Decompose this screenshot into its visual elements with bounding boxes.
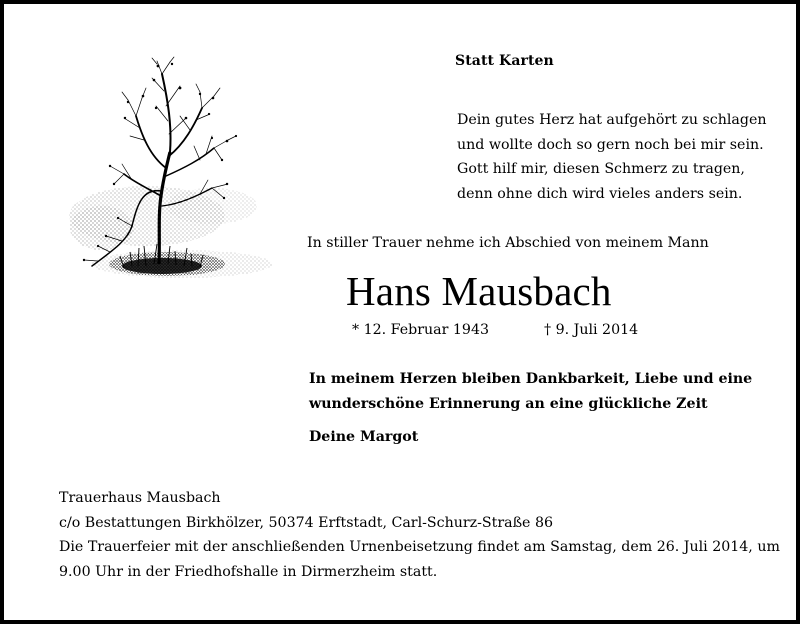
poem-block: [457, 108, 767, 206]
mourning-intro: In stiller Trauer nehme ich Abschied von meinem Mann: [307, 235, 709, 251]
poem-line: und wollte doch so gern noch bei mir sein.: [457, 136, 764, 153]
poem-line: denn ohne dich wird vieles anders sein.: [457, 185, 743, 202]
poem-line: Gott hilf mir, diesen Schmerz zu tragen,: [457, 161, 745, 177]
signature: Deine Margot: [309, 429, 419, 445]
thanks-line: In meinem Herzen bleiben Dankbarkeit, Liebe und eine: [309, 371, 753, 387]
footer-line: Trauerhaus Mausbach: [59, 490, 221, 506]
bare-tree-icon: [62, 56, 277, 286]
poem-line: Dein gutes Herz hat aufgehört zu schlagen: [457, 112, 767, 128]
deceased-name: Hans Mausbach: [346, 268, 612, 314]
birth-date: * 12. Februar 1943: [352, 322, 489, 338]
footer-block: [59, 486, 780, 584]
statt-karten-heading: Statt Karten: [455, 53, 554, 69]
thanks-block: [309, 367, 752, 416]
footer-line: 9.00 Uhr in der Friedhofshalle in Dirmerzheim statt.: [59, 563, 438, 580]
death-date: † 9. Juli 2014: [544, 322, 639, 338]
footer-line: c/o Bestattungen Birkhölzer, 50374 Erftstadt, Carl-Schurz-Straße 86: [59, 514, 554, 531]
thanks-line: wunderschöne Erinnerung an eine glückliche Zeit: [309, 395, 708, 412]
footer-line: Die Trauerfeier mit der anschließenden Urnenbeisetzung findet am Samstag, dem 26. Juli 2014, um: [59, 539, 780, 555]
